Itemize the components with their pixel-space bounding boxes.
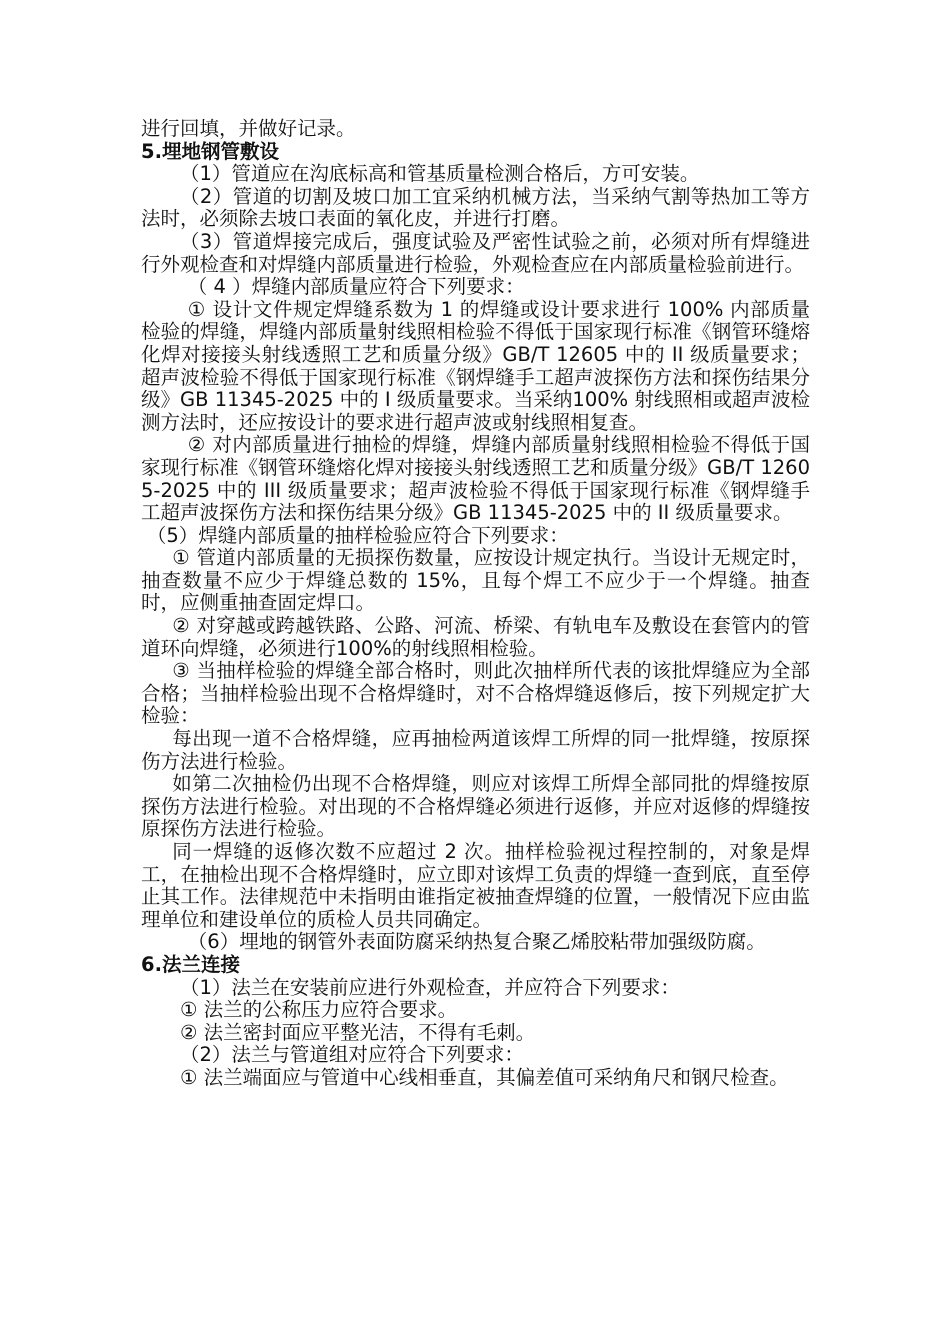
paragraph-item-5-sub-2: ② 对穿越或跨越铁路、公路、河流、桥梁、有轨电车及敷设在套管内的管道环向焊缝，必须进行100%的射线照相检验。 — [141, 614, 810, 660]
paragraph-flange-item-2: （2）法兰与管道组对应符合下列要求： — [180, 1043, 524, 1067]
paragraph-item-5: （5）焊缝内部质量的抽样检验应符合下列要求： — [146, 523, 569, 547]
paragraph-item-4-sub-2: ② 对内部质量进行抽检的焊缝，焊缝内部质量射线照相检验不得低于国家现行标准《钢管环缝熔化焊对接接头射线透照工艺和质量分级》GB/T 12605-2025 中的 III 级质量要求；超声波检验不得低于国家现行标准《钢焊缝手工超声波探伤方法和探伤结果分级》GB 11345-2025 中的 II 级质量要求。 — [141, 433, 810, 525]
paragraph-item-4: （ 4 ）焊缝内部质量应符合下列要求： — [187, 275, 525, 299]
paragraph-flange-item-1-sub-2: ② 法兰密封面应平整光洁，不得有毛刺。 — [180, 1020, 536, 1044]
paragraph-expand-rule-2: 如第二次抽检仍出现不合格焊缝，则应对该焊工所焊全部同批的焊缝按原探伤方法进行检验。对出现的不合格焊缝必须进行返修，并应对返修的焊缝按原探伤方法进行检验。 — [141, 772, 810, 841]
paragraph-item-4-sub-1: ① 设计文件规定焊缝系数为 1 的焊缝或设计要求进行 100% 内部质量检验的焊缝，焊缝内部质量射线照相检验不得低于国家现行标准《钢管环缝熔化焊对接接头射线透照工艺和质量分级》GB/T 12605 中的 II 级质量要求；超声波检验不得低于国家现行标准《钢焊缝手工超声波探伤方法和探伤结果分级》GB 11345-2025 中的 I 级质量要求。当采纳100% 射线照相或超声波检测方法时，还应按设计的要求进行超声波或射线照相复查。 — [141, 297, 810, 434]
document-body — [141, 118, 810, 1090]
paragraph-item-3: （3）管道焊接完成后，强度试验及严密性试验之前，必须对所有焊缝进行外观检查和对焊缝内部质量进行检验，外观检查应在内部质量检验前进行。 — [141, 229, 810, 276]
paragraph-item-1: （1）管道应在沟底标高和管基质量检测合格后，方可安装。 — [180, 162, 700, 186]
paragraph-flange-item-1: （1）法兰在安装前应进行外观检查，并应符合下列要求： — [180, 975, 680, 999]
paragraph-repair-limit: 同一焊缝的返修次数不应超过 2 次。抽样检验视过程控制的，对象是焊工，在抽检出现不合格焊缝时，应立即对该焊工负责的焊缝一查到底，直至停止其工作。法律规范中未指明由谁指定被抽查焊缝的位置，一般情况下应由监理单位和建设单位的质检人员共同确定。 — [141, 840, 810, 931]
paragraph-item-2: （2）管道的切割及坡口加工宜采纳机械方法，当采纳气割等热加工等方法时，必须除去坡口表面的氧化皮，并进行打磨。 — [141, 184, 810, 231]
paragraph-flange-item-1-sub-1: ① 法兰的公称压力应符合要求。 — [180, 998, 458, 1022]
paragraph-expand-rule-1: 每出现一道不合格焊缝，应再抽检两道该焊工所焊的同一批焊缝，按原探伤方法进行检验。 — [141, 727, 810, 773]
section-heading-buried-steel-pipe: 5.埋地钢管敷设 — [141, 139, 279, 163]
paragraph-flange-item-2-sub-1: ① 法兰端面应与管道中心线相垂直，其偏差值可采纳角尺和钢尺检查。 — [180, 1065, 789, 1089]
paragraph-continued: 进行回填，并做好记录。 — [141, 117, 356, 140]
paragraph-item-5-sub-1: ① 管道内部质量的无损探伤数量，应按设计规定执行。当设计无规定时，抽查数量不应少于焊缝总数的 15%，且每个焊工不应少于一个焊缝。抽查时，应侧重抽查固定焊口。 — [141, 546, 810, 615]
paragraph-item-5-sub-3: ③ 当抽样检验的焊缝全部合格时，则此次抽样所代表的该批焊缝应为全部合格；当抽样检验出现不合格焊缝时，对不合格焊缝返修后，按下列规定扩大检验： — [141, 659, 810, 728]
section-heading-flange-connection: 6.法兰连接 — [141, 952, 240, 976]
paragraph-item-6: （6）埋地的钢管外表面防腐采纳热复合聚乙烯胶粘带加强级防腐。 — [187, 930, 766, 954]
